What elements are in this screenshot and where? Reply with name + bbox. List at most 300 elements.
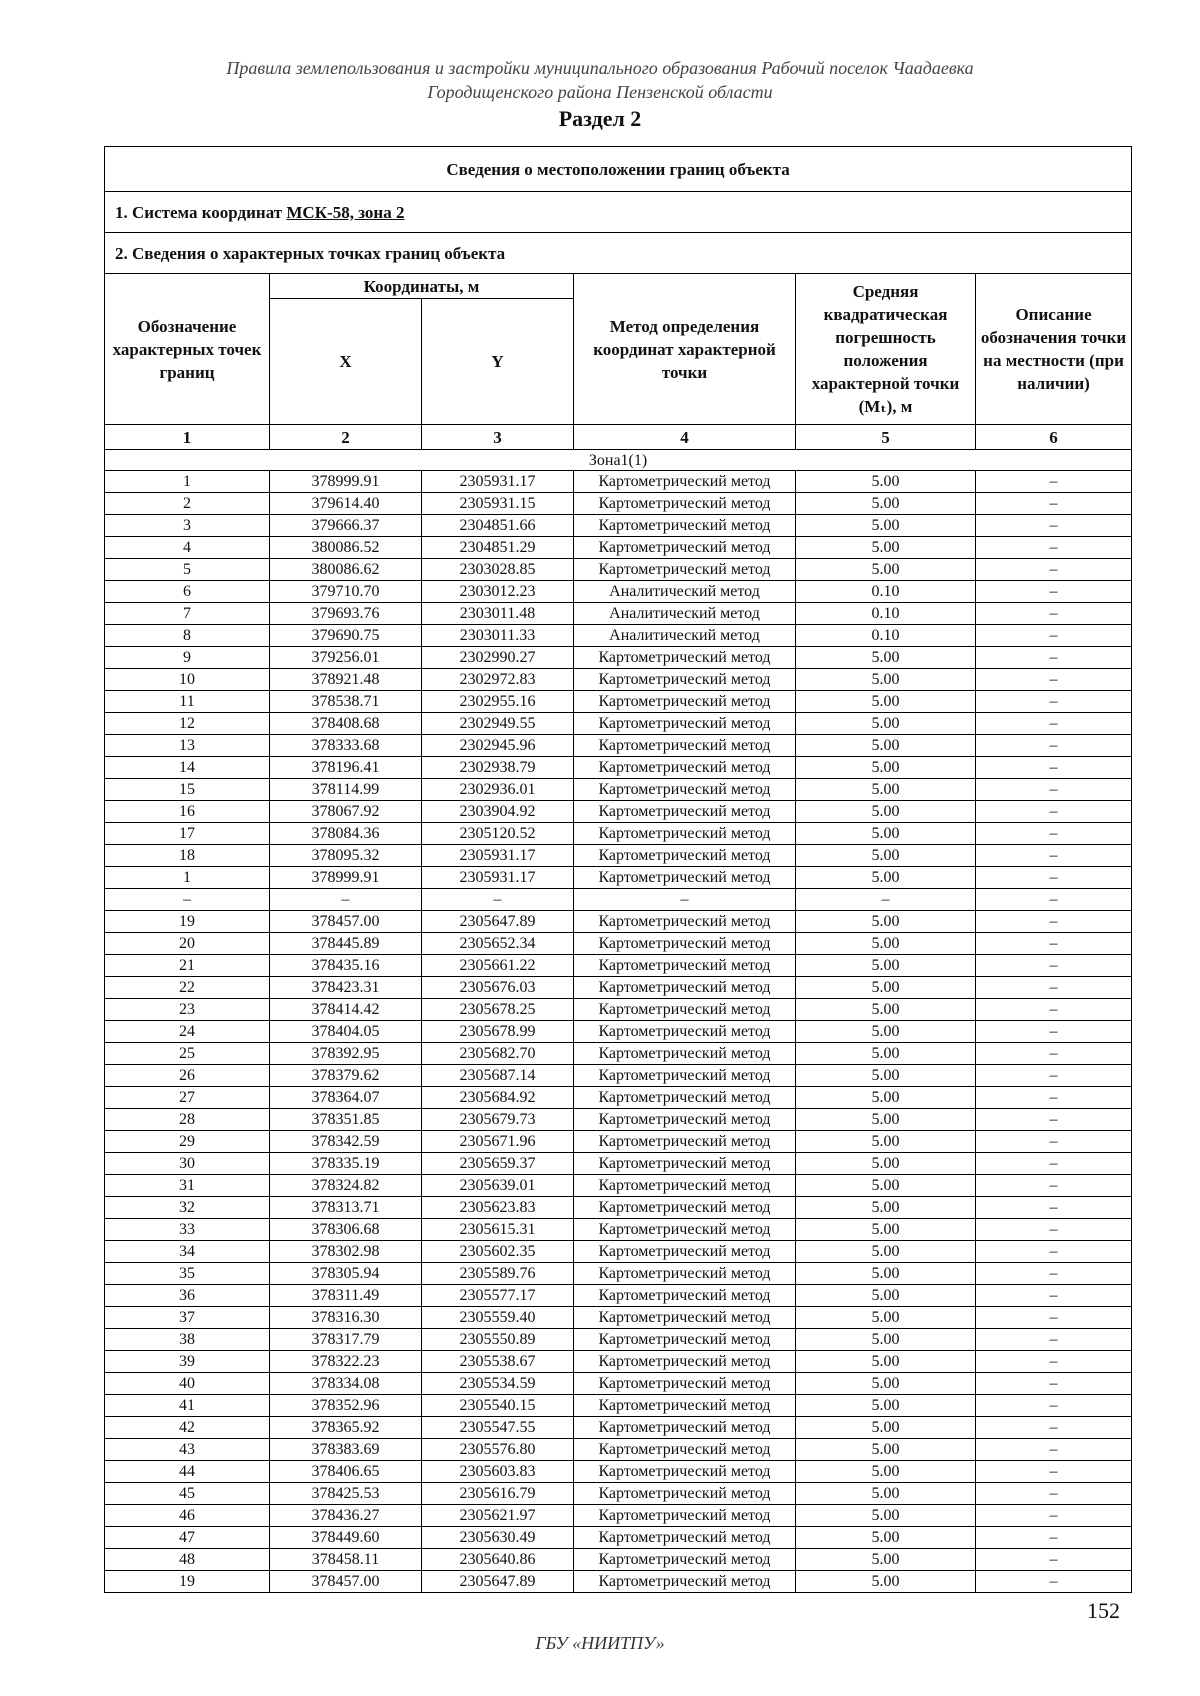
cell-error-value: 5.00 bbox=[796, 1461, 976, 1483]
cell-coord-x: 378457.00 bbox=[270, 1571, 422, 1593]
cell-method: Картометрический метод bbox=[574, 1571, 796, 1593]
coord-system-value: МСК-58, зона 2 bbox=[286, 202, 405, 222]
cell-method: Картометрический метод bbox=[574, 845, 796, 867]
cell-point-id: 23 bbox=[105, 999, 270, 1021]
cell-coord-y: 2305639.01 bbox=[422, 1175, 574, 1197]
col-header-error: Средняя квадратическая погрешность положения характерной точки (Mₜ), м bbox=[796, 274, 976, 425]
cell-description: – bbox=[976, 1571, 1132, 1593]
cell-coord-x: 378435.16 bbox=[270, 955, 422, 977]
cell-description: – bbox=[976, 1065, 1132, 1087]
cell-coord-y: 2304851.29 bbox=[422, 537, 574, 559]
cell-point-id: 21 bbox=[105, 955, 270, 977]
cell-error-value: 5.00 bbox=[796, 1263, 976, 1285]
cell-point-id: 37 bbox=[105, 1307, 270, 1329]
cell-error-value: 5.00 bbox=[796, 1065, 976, 1087]
cell-method: Картометрический метод bbox=[574, 1109, 796, 1131]
cell-error-value: 5.00 bbox=[796, 999, 976, 1021]
cell-description: – bbox=[976, 1131, 1132, 1153]
cell-coord-y: 2303904.92 bbox=[422, 801, 574, 823]
cell-error-value: 5.00 bbox=[796, 1197, 976, 1219]
cell-error-value: 5.00 bbox=[796, 515, 976, 537]
table-row bbox=[105, 801, 1132, 823]
table-title: Сведения о местоположении границ объекта bbox=[105, 147, 1132, 192]
cell-description: – bbox=[976, 471, 1132, 493]
cell-point-id: 34 bbox=[105, 1241, 270, 1263]
cell-description: – bbox=[976, 735, 1132, 757]
cell-point-id: 19 bbox=[105, 1571, 270, 1593]
cell-coord-y: 2303028.85 bbox=[422, 559, 574, 581]
cell-coord-y: 2305538.67 bbox=[422, 1351, 574, 1373]
cell-coord-y: 2305931.17 bbox=[422, 471, 574, 493]
cell-point-id: 35 bbox=[105, 1263, 270, 1285]
cell-method: Картометрический метод bbox=[574, 1131, 796, 1153]
cell-method: Картометрический метод bbox=[574, 1285, 796, 1307]
cell-method: Картометрический метод bbox=[574, 779, 796, 801]
table-row bbox=[105, 471, 1132, 493]
table-row bbox=[105, 1483, 1132, 1505]
cell-coord-x: 378999.91 bbox=[270, 867, 422, 889]
cell-description: – bbox=[976, 977, 1132, 999]
cell-method: Картометрический метод bbox=[574, 1153, 796, 1175]
cell-coord-x: 378313.71 bbox=[270, 1197, 422, 1219]
cell-description: – bbox=[976, 1527, 1132, 1549]
cell-point-id: 14 bbox=[105, 757, 270, 779]
cell-coord-x: 378425.53 bbox=[270, 1483, 422, 1505]
cell-method: Картометрический метод bbox=[574, 1439, 796, 1461]
cell-coord-x: 378067.92 bbox=[270, 801, 422, 823]
cell-description: – bbox=[976, 845, 1132, 867]
cell-coord-x: 379256.01 bbox=[270, 647, 422, 669]
cell-coord-x: 378404.05 bbox=[270, 1021, 422, 1043]
cell-point-id: 40 bbox=[105, 1373, 270, 1395]
col-header-designation: Обозначение характерных точек границ bbox=[105, 274, 270, 425]
cell-error-value: 5.00 bbox=[796, 867, 976, 889]
column-number: 5 bbox=[796, 425, 976, 450]
cell-coord-y: 2305682.70 bbox=[422, 1043, 574, 1065]
cell-method: Аналитический метод bbox=[574, 603, 796, 625]
cell-point-id: 22 bbox=[105, 977, 270, 999]
column-number: 4 bbox=[574, 425, 796, 450]
cell-description: – bbox=[976, 933, 1132, 955]
cell-error-value: 5.00 bbox=[796, 1571, 976, 1593]
cell-description: – bbox=[976, 669, 1132, 691]
cell-description: – bbox=[976, 1417, 1132, 1439]
cell-description: – bbox=[976, 1087, 1132, 1109]
cell-coord-y: 2305616.79 bbox=[422, 1483, 574, 1505]
cell-error-value: 5.00 bbox=[796, 1087, 976, 1109]
column-number: 2 bbox=[270, 425, 422, 450]
cell-method: – bbox=[574, 889, 796, 911]
table-title-row bbox=[105, 147, 1132, 192]
cell-error-value: 5.00 bbox=[796, 559, 976, 581]
table-row bbox=[105, 1549, 1132, 1571]
cell-method: Картометрический метод bbox=[574, 823, 796, 845]
cell-method: Картометрический метод bbox=[574, 1065, 796, 1087]
cell-coord-y: 2302938.79 bbox=[422, 757, 574, 779]
cell-coord-y: 2305602.35 bbox=[422, 1241, 574, 1263]
cell-coord-x: 378406.65 bbox=[270, 1461, 422, 1483]
cell-coord-y: 2305684.92 bbox=[422, 1087, 574, 1109]
cell-coord-y: 2305678.99 bbox=[422, 1021, 574, 1043]
cell-coord-x: 378351.85 bbox=[270, 1109, 422, 1131]
column-number: 3 bbox=[422, 425, 574, 450]
table-row bbox=[105, 1417, 1132, 1439]
cell-point-id: 42 bbox=[105, 1417, 270, 1439]
cell-description: – bbox=[976, 1461, 1132, 1483]
cell-point-id: – bbox=[105, 889, 270, 911]
cell-coord-y: 2305659.37 bbox=[422, 1153, 574, 1175]
cell-coord-y: 2305640.86 bbox=[422, 1549, 574, 1571]
cell-coord-x: 378335.19 bbox=[270, 1153, 422, 1175]
table-row bbox=[105, 999, 1132, 1021]
cell-error-value: 5.00 bbox=[796, 1483, 976, 1505]
cell-coord-x: 378302.98 bbox=[270, 1241, 422, 1263]
cell-coord-y: 2305687.14 bbox=[422, 1065, 574, 1087]
cell-point-id: 19 bbox=[105, 911, 270, 933]
cell-error-value: 5.00 bbox=[796, 757, 976, 779]
cell-error-value: 5.00 bbox=[796, 1241, 976, 1263]
cell-error-value: 5.00 bbox=[796, 1395, 976, 1417]
cell-method: Картометрический метод bbox=[574, 669, 796, 691]
cell-description: – bbox=[976, 1439, 1132, 1461]
cell-coord-y: 2305589.76 bbox=[422, 1263, 574, 1285]
table-row bbox=[105, 735, 1132, 757]
table-row bbox=[105, 779, 1132, 801]
cell-point-id: 46 bbox=[105, 1505, 270, 1527]
cell-coord-y: 2305931.17 bbox=[422, 867, 574, 889]
cell-point-id: 2 bbox=[105, 493, 270, 515]
cell-error-value: 5.00 bbox=[796, 955, 976, 977]
cell-coord-y: 2305120.52 bbox=[422, 823, 574, 845]
table-row bbox=[105, 1505, 1132, 1527]
cell-coord-y: 2305540.15 bbox=[422, 1395, 574, 1417]
cell-method: Картометрический метод bbox=[574, 1241, 796, 1263]
cell-method: Картометрический метод bbox=[574, 977, 796, 999]
cell-coord-x: 380086.62 bbox=[270, 559, 422, 581]
cell-point-id: 30 bbox=[105, 1153, 270, 1175]
cell-description: – bbox=[976, 1175, 1132, 1197]
cell-description: – bbox=[976, 955, 1132, 977]
table-row bbox=[105, 911, 1132, 933]
cell-point-id: 18 bbox=[105, 845, 270, 867]
cell-error-value: 5.00 bbox=[796, 735, 976, 757]
cell-error-value: 5.00 bbox=[796, 1373, 976, 1395]
cell-coord-x: 379693.76 bbox=[270, 603, 422, 625]
cell-point-id: 16 bbox=[105, 801, 270, 823]
table-row bbox=[105, 1263, 1132, 1285]
cell-coord-y: 2303011.33 bbox=[422, 625, 574, 647]
col-header-y: Y bbox=[422, 299, 574, 425]
cell-error-value: 0.10 bbox=[796, 625, 976, 647]
cell-description: – bbox=[976, 1241, 1132, 1263]
cell-point-id: 26 bbox=[105, 1065, 270, 1087]
table-row bbox=[105, 603, 1132, 625]
cell-point-id: 5 bbox=[105, 559, 270, 581]
cell-coord-y: 2302949.55 bbox=[422, 713, 574, 735]
cell-coord-x: 378999.91 bbox=[270, 471, 422, 493]
cell-point-id: 1 bbox=[105, 867, 270, 889]
cell-coord-x: 378322.23 bbox=[270, 1351, 422, 1373]
column-number: 6 bbox=[976, 425, 1132, 450]
cell-method: Картометрический метод bbox=[574, 1461, 796, 1483]
cell-description: – bbox=[976, 1197, 1132, 1219]
cell-coord-y: 2305679.73 bbox=[422, 1109, 574, 1131]
cell-description: – bbox=[976, 1351, 1132, 1373]
cell-coord-y: 2305671.96 bbox=[422, 1131, 574, 1153]
table-row bbox=[105, 1285, 1132, 1307]
cell-point-id: 8 bbox=[105, 625, 270, 647]
cell-point-id: 45 bbox=[105, 1483, 270, 1505]
cell-coord-y: 2305559.40 bbox=[422, 1307, 574, 1329]
cell-description: – bbox=[976, 823, 1132, 845]
cell-method: Картометрический метод bbox=[574, 1219, 796, 1241]
table-row bbox=[105, 1131, 1132, 1153]
table-row bbox=[105, 647, 1132, 669]
cell-coord-y: 2305621.97 bbox=[422, 1505, 574, 1527]
cell-error-value: 5.00 bbox=[796, 1417, 976, 1439]
cell-point-id: 25 bbox=[105, 1043, 270, 1065]
cell-method: Картометрический метод bbox=[574, 1417, 796, 1439]
cell-error-value: 5.00 bbox=[796, 493, 976, 515]
cell-method: Картометрический метод bbox=[574, 515, 796, 537]
cell-method: Картометрический метод bbox=[574, 559, 796, 581]
cell-method: Картометрический метод bbox=[574, 1021, 796, 1043]
cell-coord-x: 378379.62 bbox=[270, 1065, 422, 1087]
cell-point-id: 7 bbox=[105, 603, 270, 625]
column-numbers-row bbox=[105, 425, 1132, 450]
cell-method: Картометрический метод bbox=[574, 1527, 796, 1549]
table-row bbox=[105, 1219, 1132, 1241]
cell-error-value: 5.00 bbox=[796, 801, 976, 823]
cell-point-id: 32 bbox=[105, 1197, 270, 1219]
coord-system-cell bbox=[105, 192, 1132, 233]
cell-point-id: 1 bbox=[105, 471, 270, 493]
table-row bbox=[105, 1065, 1132, 1087]
cell-point-id: 9 bbox=[105, 647, 270, 669]
cell-coord-x: 378311.49 bbox=[270, 1285, 422, 1307]
cell-point-id: 20 bbox=[105, 933, 270, 955]
cell-point-id: 39 bbox=[105, 1351, 270, 1373]
cell-method: Картометрический метод bbox=[574, 537, 796, 559]
header-line-1: Правила землепользования и застройки муниципального образования Рабочий поселок Чаадаевка bbox=[226, 58, 974, 78]
coord-system-label: 1. Система координат bbox=[115, 202, 287, 222]
cell-method: Картометрический метод bbox=[574, 471, 796, 493]
cell-method: Картометрический метод bbox=[574, 999, 796, 1021]
cell-coord-y: 2305931.17 bbox=[422, 845, 574, 867]
table-row bbox=[105, 515, 1132, 537]
cell-coord-y: 2302945.96 bbox=[422, 735, 574, 757]
cell-coord-y: 2305678.25 bbox=[422, 999, 574, 1021]
cell-point-id: 38 bbox=[105, 1329, 270, 1351]
cell-point-id: 15 bbox=[105, 779, 270, 801]
cell-method: Картометрический метод bbox=[574, 911, 796, 933]
table-row bbox=[105, 1395, 1132, 1417]
cell-coord-x: 378333.68 bbox=[270, 735, 422, 757]
cell-coord-y: 2304851.66 bbox=[422, 515, 574, 537]
cell-method: Картометрический метод bbox=[574, 493, 796, 515]
cell-point-id: 13 bbox=[105, 735, 270, 757]
cell-error-value: 5.00 bbox=[796, 1021, 976, 1043]
cell-coord-y: – bbox=[422, 889, 574, 911]
cell-coord-x: 378316.30 bbox=[270, 1307, 422, 1329]
cell-point-id: 33 bbox=[105, 1219, 270, 1241]
table-row bbox=[105, 977, 1132, 999]
cell-coord-x: 379614.40 bbox=[270, 493, 422, 515]
cell-point-id: 41 bbox=[105, 1395, 270, 1417]
cell-coord-y: 2302990.27 bbox=[422, 647, 574, 669]
points-title-row bbox=[105, 233, 1132, 274]
cell-error-value: 5.00 bbox=[796, 823, 976, 845]
cell-coord-y: 2305661.22 bbox=[422, 955, 574, 977]
boundary-points-table bbox=[104, 146, 1132, 1593]
cell-method: Картометрический метод bbox=[574, 757, 796, 779]
cell-error-value: 5.00 bbox=[796, 691, 976, 713]
cell-coord-x: 378538.71 bbox=[270, 691, 422, 713]
cell-point-id: 47 bbox=[105, 1527, 270, 1549]
cell-point-id: 48 bbox=[105, 1549, 270, 1571]
cell-description: – bbox=[976, 1483, 1132, 1505]
table-row bbox=[105, 1307, 1132, 1329]
cell-coord-x: 378352.96 bbox=[270, 1395, 422, 1417]
cell-description: – bbox=[976, 999, 1132, 1021]
cell-method: Картометрический метод bbox=[574, 1087, 796, 1109]
cell-description: – bbox=[976, 1285, 1132, 1307]
cell-coord-x: 378408.68 bbox=[270, 713, 422, 735]
cell-error-value: 5.00 bbox=[796, 779, 976, 801]
cell-error-value: 5.00 bbox=[796, 933, 976, 955]
cell-method: Картометрический метод bbox=[574, 1175, 796, 1197]
cell-point-id: 27 bbox=[105, 1087, 270, 1109]
cell-method: Картометрический метод bbox=[574, 647, 796, 669]
table-row bbox=[105, 1439, 1132, 1461]
cell-error-value: 5.00 bbox=[796, 911, 976, 933]
cell-method: Картометрический метод bbox=[574, 1329, 796, 1351]
table-row bbox=[105, 1329, 1132, 1351]
cell-description: – bbox=[976, 1153, 1132, 1175]
cell-point-id: 29 bbox=[105, 1131, 270, 1153]
cell-coord-y: 2305603.83 bbox=[422, 1461, 574, 1483]
cell-coord-y: 2305647.89 bbox=[422, 911, 574, 933]
col-header-description: Описание обозначения точки на местности (при наличии) bbox=[976, 274, 1132, 425]
cell-error-value: 5.00 bbox=[796, 669, 976, 691]
table-row bbox=[105, 713, 1132, 735]
cell-coord-x: 378342.59 bbox=[270, 1131, 422, 1153]
cell-coord-x: 378392.95 bbox=[270, 1043, 422, 1065]
cell-description: – bbox=[976, 801, 1132, 823]
header-row-top bbox=[105, 274, 1132, 299]
cell-description: – bbox=[976, 1549, 1132, 1571]
cell-coord-x: 378334.08 bbox=[270, 1373, 422, 1395]
cell-coord-y: 2305676.03 bbox=[422, 977, 574, 999]
cell-point-id: 3 bbox=[105, 515, 270, 537]
cell-error-value: 5.00 bbox=[796, 537, 976, 559]
cell-method: Картометрический метод bbox=[574, 1351, 796, 1373]
table-row bbox=[105, 1043, 1132, 1065]
cell-coord-x: 379690.75 bbox=[270, 625, 422, 647]
cell-method: Картометрический метод bbox=[574, 1263, 796, 1285]
section-title: Раздел 2 bbox=[558, 106, 642, 131]
table-row bbox=[105, 537, 1132, 559]
cell-coord-x: – bbox=[270, 889, 422, 911]
table-row bbox=[105, 1109, 1132, 1131]
cell-coord-x: 380086.52 bbox=[270, 537, 422, 559]
table-row bbox=[105, 1527, 1132, 1549]
cell-coord-x: 378114.99 bbox=[270, 779, 422, 801]
table-row bbox=[105, 1197, 1132, 1219]
cell-coord-y: 2305577.17 bbox=[422, 1285, 574, 1307]
cell-method: Картометрический метод bbox=[574, 735, 796, 757]
cell-coord-x: 378196.41 bbox=[270, 757, 422, 779]
cell-error-value: 5.00 bbox=[796, 1439, 976, 1461]
table-row bbox=[105, 889, 1132, 911]
cell-description: – bbox=[976, 625, 1132, 647]
cell-error-value: 5.00 bbox=[796, 1109, 976, 1131]
cell-coord-x: 378414.42 bbox=[270, 999, 422, 1021]
cell-description: – bbox=[976, 581, 1132, 603]
cell-coord-x: 378324.82 bbox=[270, 1175, 422, 1197]
cell-point-id: 17 bbox=[105, 823, 270, 845]
cell-description: – bbox=[976, 1505, 1132, 1527]
cell-error-value: 0.10 bbox=[796, 603, 976, 625]
cell-point-id: 11 bbox=[105, 691, 270, 713]
zone-row bbox=[105, 450, 1132, 471]
table-row bbox=[105, 669, 1132, 691]
table-row bbox=[105, 823, 1132, 845]
table-row bbox=[105, 1461, 1132, 1483]
cell-point-id: 12 bbox=[105, 713, 270, 735]
cell-error-value: 5.00 bbox=[796, 1549, 976, 1571]
cell-point-id: 24 bbox=[105, 1021, 270, 1043]
table-row bbox=[105, 955, 1132, 977]
cell-point-id: 6 bbox=[105, 581, 270, 603]
cell-coord-x: 378449.60 bbox=[270, 1527, 422, 1549]
cell-description: – bbox=[976, 911, 1132, 933]
cell-coord-y: 2302955.16 bbox=[422, 691, 574, 713]
cell-coord-x: 378095.32 bbox=[270, 845, 422, 867]
cell-coord-y: 2305623.83 bbox=[422, 1197, 574, 1219]
cell-method: Картометрический метод bbox=[574, 1307, 796, 1329]
table-row bbox=[105, 559, 1132, 581]
cell-method: Картометрический метод bbox=[574, 933, 796, 955]
cell-coord-y: 2302936.01 bbox=[422, 779, 574, 801]
cell-method: Картометрический метод bbox=[574, 713, 796, 735]
cell-description: – bbox=[976, 647, 1132, 669]
cell-error-value: 5.00 bbox=[796, 1219, 976, 1241]
table-row bbox=[105, 493, 1132, 515]
cell-point-id: 44 bbox=[105, 1461, 270, 1483]
cell-error-value: – bbox=[796, 889, 976, 911]
cell-description: – bbox=[976, 1263, 1132, 1285]
page-number: 152 bbox=[1087, 1598, 1120, 1623]
table-row bbox=[105, 1087, 1132, 1109]
table-row bbox=[105, 933, 1132, 955]
cell-error-value: 5.00 bbox=[796, 1329, 976, 1351]
cell-coord-y: 2305547.55 bbox=[422, 1417, 574, 1439]
cell-error-value: 5.00 bbox=[796, 977, 976, 999]
cell-coord-x: 378317.79 bbox=[270, 1329, 422, 1351]
cell-coord-x: 378458.11 bbox=[270, 1549, 422, 1571]
cell-method: Картометрический метод bbox=[574, 691, 796, 713]
cell-coord-x: 378423.31 bbox=[270, 977, 422, 999]
cell-coord-x: 379666.37 bbox=[270, 515, 422, 537]
cell-description: – bbox=[976, 603, 1132, 625]
cell-description: – bbox=[976, 1373, 1132, 1395]
cell-description: – bbox=[976, 691, 1132, 713]
cell-coord-y: 2305630.49 bbox=[422, 1527, 574, 1549]
cell-coord-x: 378306.68 bbox=[270, 1219, 422, 1241]
cell-description: – bbox=[976, 1021, 1132, 1043]
cell-description: – bbox=[976, 889, 1132, 911]
